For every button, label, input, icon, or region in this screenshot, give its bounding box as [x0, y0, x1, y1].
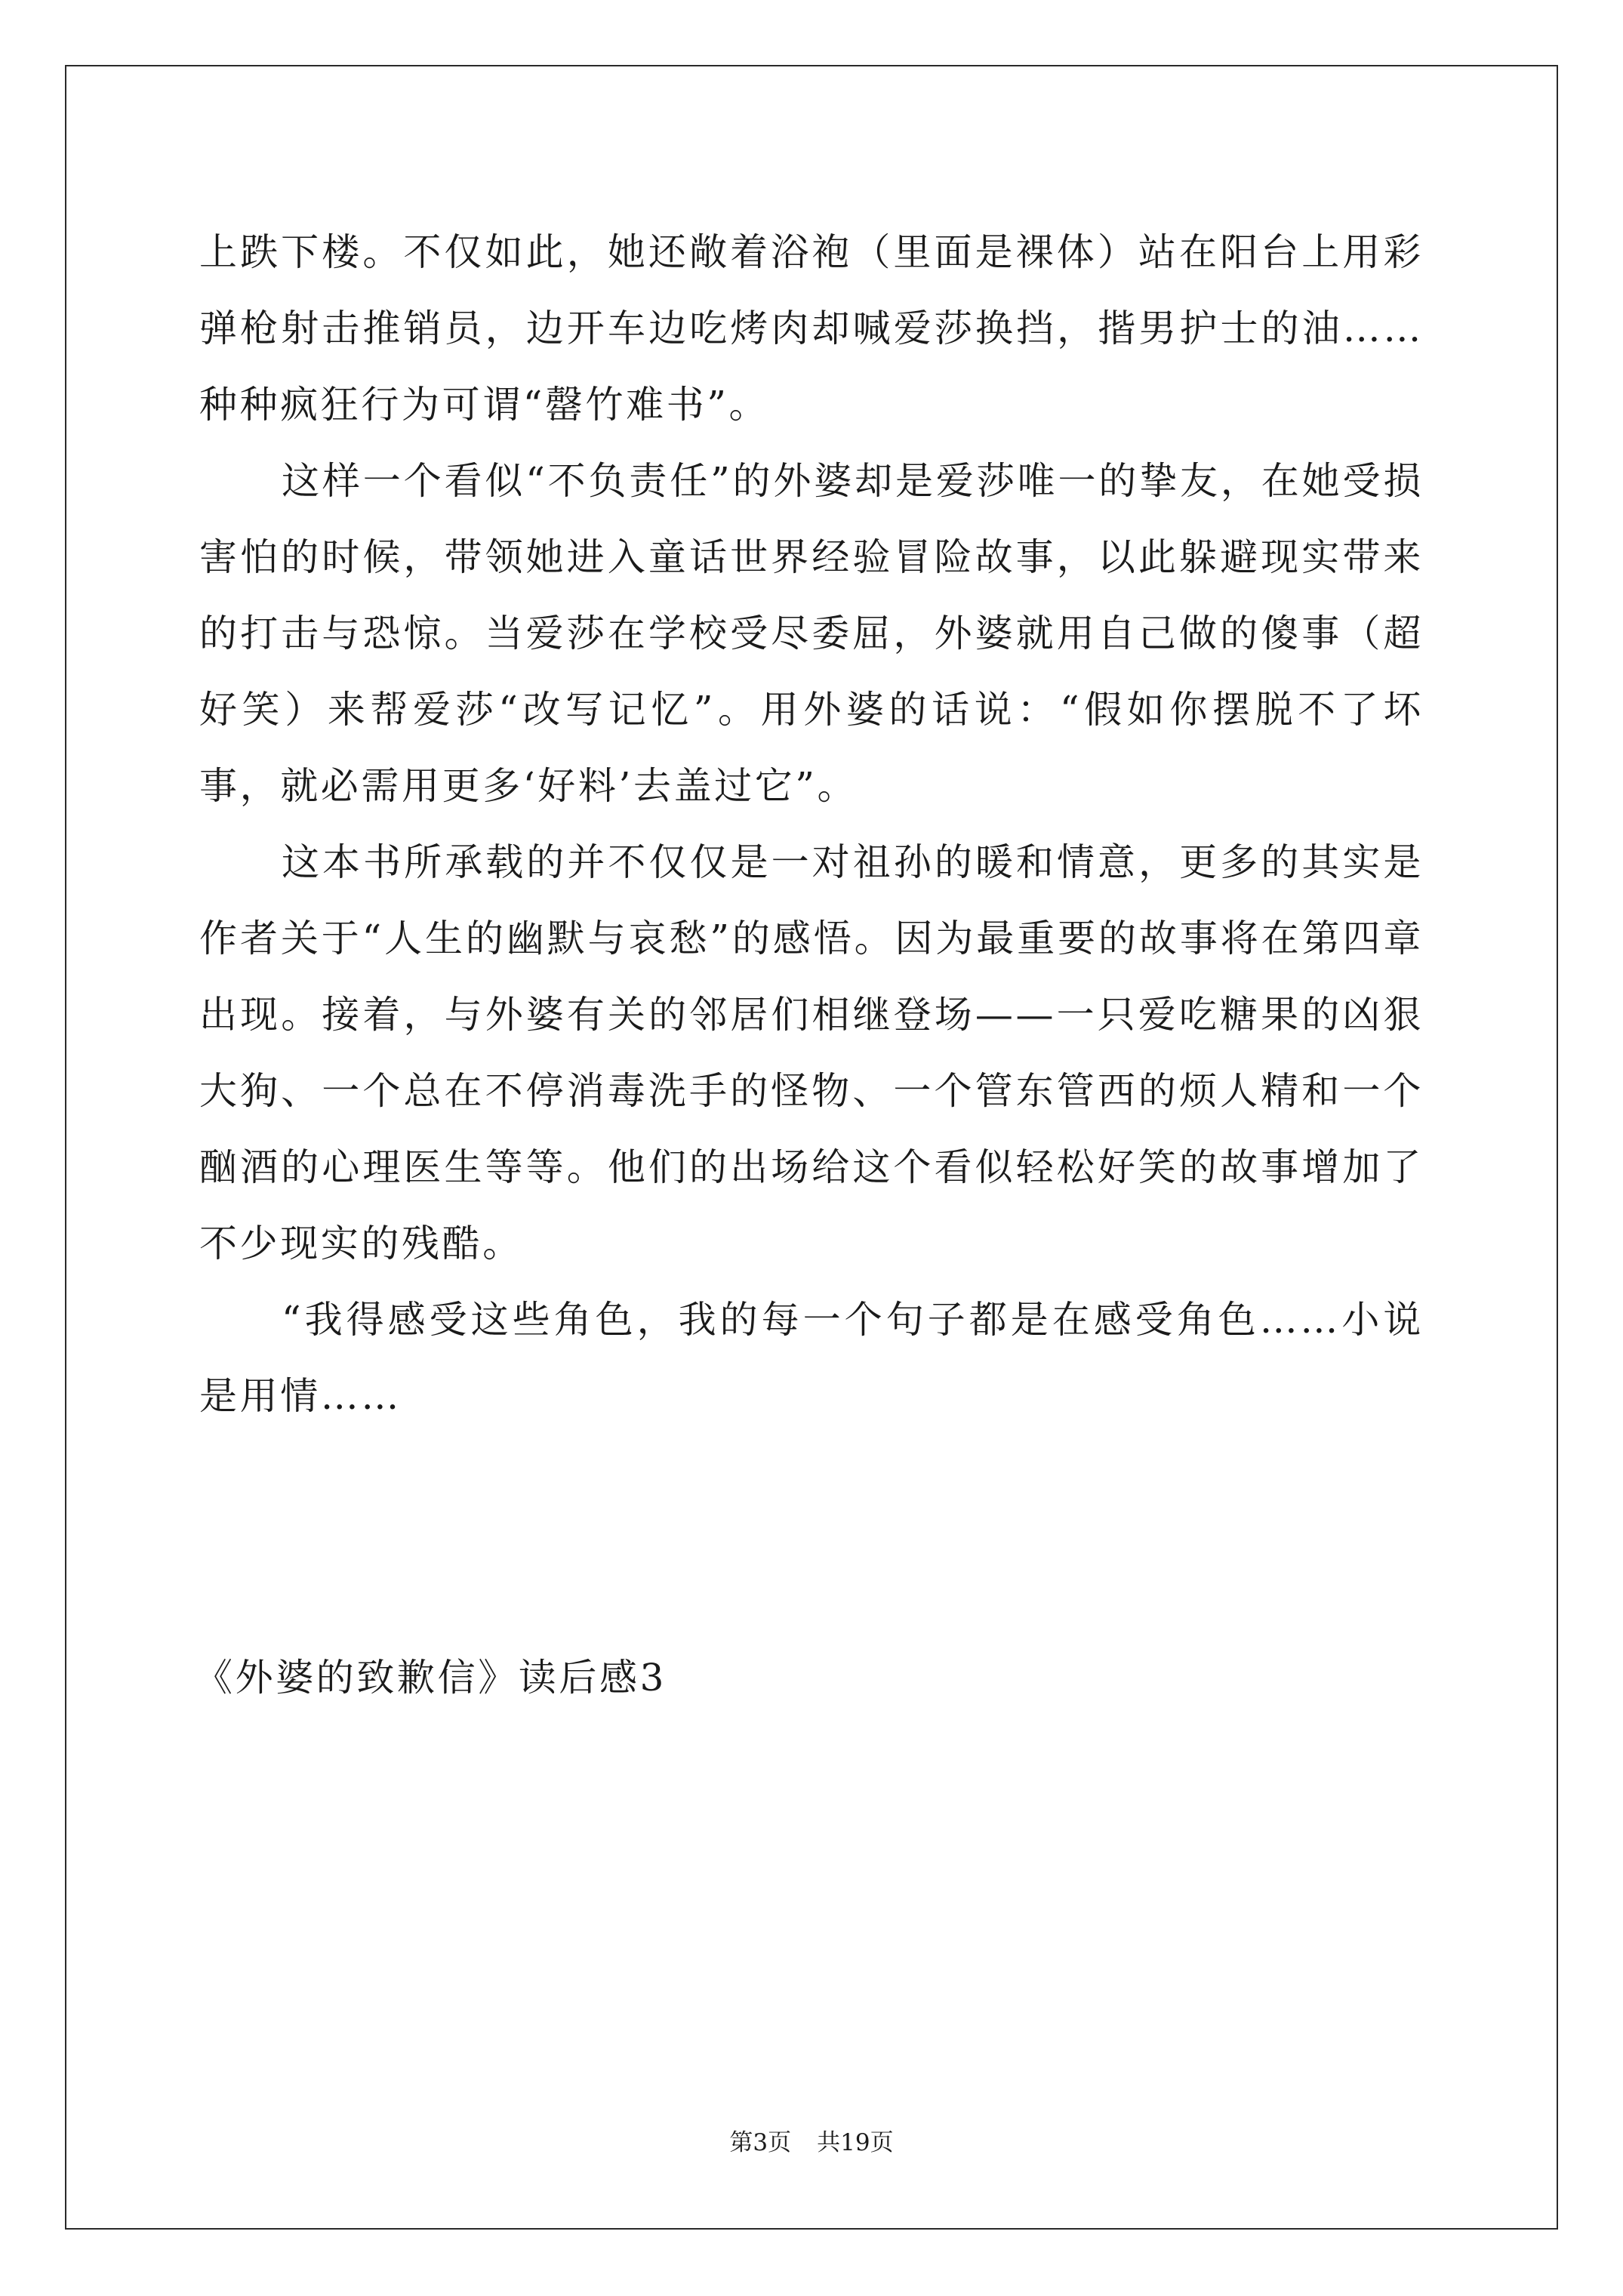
page-number: 第3页	[729, 2129, 792, 2156]
page-footer	[0, 2128, 1623, 2158]
document-body	[199, 214, 1424, 1435]
section-heading: 《外婆的致歉信》读后感3	[195, 1656, 667, 1700]
paragraph-3: 这本书所承载的并不仅仅是一对祖孙的暖和情意，更多的其实是作者关于“人生的幽默与哀愁”的感悟。因为最重要的故事将在第四章出现。接着，与外婆有关的邻居们相继登场——一只爱吃糖果的凶狠大狗、一个总在不停消毒洗手的怪物、一个管东管西的烦人精和一个酗酒的心理医生等等。他们的出场给这个看似轻松好笑的故事增加了不少现实的残酷。	[199, 840, 1424, 1265]
paragraph-1: 上跌下楼。不仅如此，她还敞着浴袍（里面是裸体）站在阳台上用彩弹枪射击推销员，边开车边吃烤肉却喊爱莎换挡，揩男护士的油……种种疯狂行为可谓“罄竹难书”。	[199, 230, 1424, 427]
paragraph-2: 这样一个看似“不负责任”的外婆却是爱莎唯一的挚友，在她受损害怕的时候，带领她进入童话世界经验冒险故事，以此躲避现实带来的打击与恐惊。当爱莎在学校受尽委屈，外婆就用自己做的傻事（超好笑）来帮爱莎“改写记忆”。用外婆的话说：“假如你摆脱不了坏事，就必需用更多‘好料’去盖过它”。	[199, 459, 1424, 808]
page-total: 共19页	[817, 2129, 894, 2156]
paragraph-4: “我得感受这些角色，我的每一个句子都是在感受角色……小说是用情……	[199, 1298, 1424, 1418]
